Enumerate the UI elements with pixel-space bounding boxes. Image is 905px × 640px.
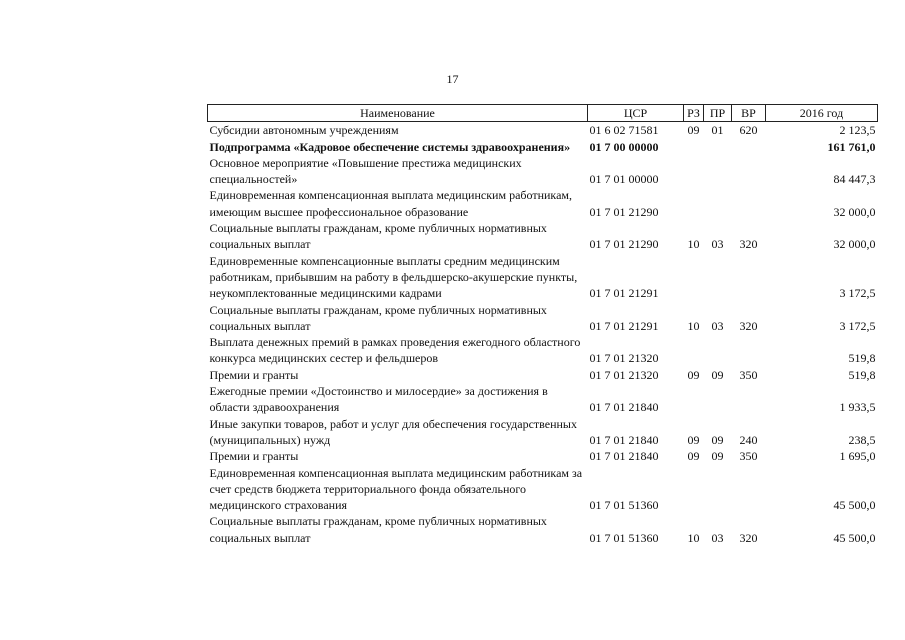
row-csr-code: 01 7 00 00000 bbox=[589, 139, 659, 154]
row-amount: 45 500,0 bbox=[833, 498, 876, 513]
header-name: Наименование bbox=[208, 105, 588, 122]
row-csr-code: 01 7 01 21320 bbox=[589, 367, 659, 382]
row-rz-code bbox=[684, 155, 704, 188]
row-name: Иные закупки товаров, работ и услуг для обеспечения государственных (муниципальных) нужд bbox=[209, 416, 577, 447]
row-pr-code: 09 bbox=[711, 367, 724, 382]
row-rz-code: 09 bbox=[687, 449, 700, 464]
row-vr-code: 320 bbox=[739, 530, 758, 545]
row-rz-code: 10 bbox=[687, 530, 700, 545]
row-pr-code bbox=[704, 383, 732, 416]
row-vr-code: 350 bbox=[739, 367, 758, 382]
row-pr-code: 03 bbox=[711, 318, 724, 333]
row-csr-code: 01 7 01 51360 bbox=[589, 530, 659, 545]
row-csr-code: 01 7 01 21840 bbox=[589, 432, 659, 447]
row-vr-code bbox=[732, 383, 766, 416]
page-number: 17 bbox=[446, 72, 459, 86]
row-amount: 32 000,0 bbox=[833, 237, 876, 252]
table-row bbox=[208, 155, 878, 188]
row-csr-code: 01 6 02 71581 bbox=[589, 123, 659, 138]
row-csr-code: 01 7 01 21291 bbox=[589, 318, 659, 333]
row-amount: 32 000,0 bbox=[833, 204, 876, 219]
row-vr-code bbox=[732, 465, 766, 514]
row-rz-code bbox=[684, 187, 704, 220]
row-rz-code bbox=[684, 334, 704, 367]
row-pr-code: 03 bbox=[711, 530, 724, 545]
row-amount: 519,8 bbox=[848, 367, 876, 382]
row-csr-code: 01 7 01 21291 bbox=[589, 286, 659, 301]
header-vr: ВР bbox=[732, 105, 766, 122]
table-row bbox=[208, 367, 878, 383]
row-name: Единовременная компенсационная выплата медицинским работникам, имеющим высшее профессиональное образование bbox=[209, 188, 572, 219]
row-amount: 1 933,5 bbox=[839, 400, 876, 415]
row-rz-code bbox=[684, 253, 704, 302]
row-vr-code: 240 bbox=[739, 432, 758, 447]
row-name: Субсидии автономным учреждениям bbox=[209, 123, 399, 138]
row-csr-code: 01 7 01 21290 bbox=[589, 204, 659, 219]
row-rz-code: 09 bbox=[687, 432, 700, 447]
row-rz-code: 09 bbox=[687, 123, 700, 138]
row-rz-code bbox=[684, 139, 704, 155]
row-csr-code: 01 7 01 21290 bbox=[589, 237, 659, 252]
row-pr-code bbox=[704, 155, 732, 188]
table-row bbox=[208, 187, 878, 220]
table-row bbox=[208, 220, 878, 253]
row-vr-code: 620 bbox=[739, 123, 758, 138]
table-row bbox=[208, 513, 878, 546]
row-name: Единовременная компенсационная выплата медицинским работникам за счет средств бюджета территориального фонда обязательного медицинского страхования bbox=[209, 465, 583, 513]
table-row bbox=[208, 465, 878, 514]
table-row bbox=[208, 253, 878, 302]
table-row bbox=[208, 416, 878, 449]
row-vr-code bbox=[732, 187, 766, 220]
row-name: Ежегодные премии «Достоинство и милосердие» за достижения в области здравоохранения bbox=[209, 384, 548, 415]
header-csr: ЦСР bbox=[588, 105, 684, 122]
row-vr-code bbox=[732, 139, 766, 155]
row-pr-code: 01 bbox=[711, 123, 724, 138]
row-amount: 1 695,0 bbox=[839, 449, 876, 464]
row-name: Основное мероприятие «Повышение престижа медицинских специальностей» bbox=[209, 155, 522, 187]
table-header-row bbox=[208, 105, 878, 122]
row-rz-code: 10 bbox=[687, 237, 700, 252]
row-amount: 2 123,5 bbox=[839, 123, 876, 138]
table-row bbox=[208, 302, 878, 335]
row-pr-code: 03 bbox=[711, 237, 724, 252]
row-csr-code: 01 7 01 00000 bbox=[589, 172, 659, 187]
row-pr-code bbox=[704, 187, 732, 220]
row-amount: 161 761,0 bbox=[827, 139, 876, 154]
row-amount: 3 172,5 bbox=[839, 286, 876, 301]
row-amount: 3 172,5 bbox=[839, 318, 876, 333]
row-pr-code bbox=[704, 465, 732, 514]
table-row bbox=[208, 448, 878, 464]
table-body bbox=[208, 122, 878, 546]
row-pr-code bbox=[704, 253, 732, 302]
row-csr-code: 01 7 01 21840 bbox=[589, 449, 659, 464]
table-row bbox=[208, 383, 878, 416]
table-row bbox=[208, 139, 878, 155]
table-row bbox=[208, 122, 878, 139]
row-pr-code: 09 bbox=[711, 449, 724, 464]
row-name: Премии и гранты bbox=[209, 367, 299, 382]
table-row bbox=[208, 334, 878, 367]
row-amount: 519,8 bbox=[848, 351, 876, 366]
row-name: Социальные выплаты гражданам, кроме публичных нормативных социальных выплат bbox=[209, 514, 547, 545]
row-vr-code bbox=[732, 334, 766, 367]
header-year: 2016 год bbox=[766, 105, 878, 122]
row-name: Социальные выплаты гражданам, кроме публичных нормативных социальных выплат bbox=[209, 221, 547, 252]
budget-table bbox=[207, 104, 878, 546]
row-rz-code bbox=[684, 465, 704, 514]
row-vr-code bbox=[732, 155, 766, 188]
row-pr-code bbox=[704, 334, 732, 367]
row-rz-code: 09 bbox=[687, 367, 700, 382]
row-pr-code: 09 bbox=[711, 432, 724, 447]
row-pr-code bbox=[704, 139, 732, 155]
row-name: Подпрограмма «Кадровое обеспечение системы здравоохранения» bbox=[209, 139, 571, 154]
row-name: Единовременные компенсационные выплаты средним медицинским работникам, прибывшим на работу в фельдшерско-акушерские пункты, неукомплектованные медицинскими кадрами bbox=[209, 253, 578, 301]
row-rz-code bbox=[684, 383, 704, 416]
row-csr-code: 01 7 01 21840 bbox=[589, 400, 659, 415]
row-vr-code: 350 bbox=[739, 449, 758, 464]
row-name: Выплата денежных премий в рамках проведения ежегодного областного конкурса медицинских сестер и фельдшеров bbox=[209, 335, 581, 366]
header-rz: РЗ bbox=[684, 105, 704, 122]
header-pr: ПР bbox=[704, 105, 732, 122]
row-amount: 45 500,0 bbox=[833, 530, 876, 545]
row-rz-code: 10 bbox=[687, 318, 700, 333]
row-amount: 238,5 bbox=[848, 432, 876, 447]
row-csr-code: 01 7 01 21320 bbox=[589, 351, 659, 366]
row-vr-code: 320 bbox=[739, 237, 758, 252]
row-name: Социальные выплаты гражданам, кроме публичных нормативных социальных выплат bbox=[209, 302, 547, 333]
row-csr-code: 01 7 01 51360 bbox=[589, 498, 659, 513]
row-vr-code bbox=[732, 253, 766, 302]
row-amount: 84 447,3 bbox=[833, 172, 876, 187]
row-vr-code: 320 bbox=[739, 318, 758, 333]
row-name: Премии и гранты bbox=[209, 449, 299, 464]
